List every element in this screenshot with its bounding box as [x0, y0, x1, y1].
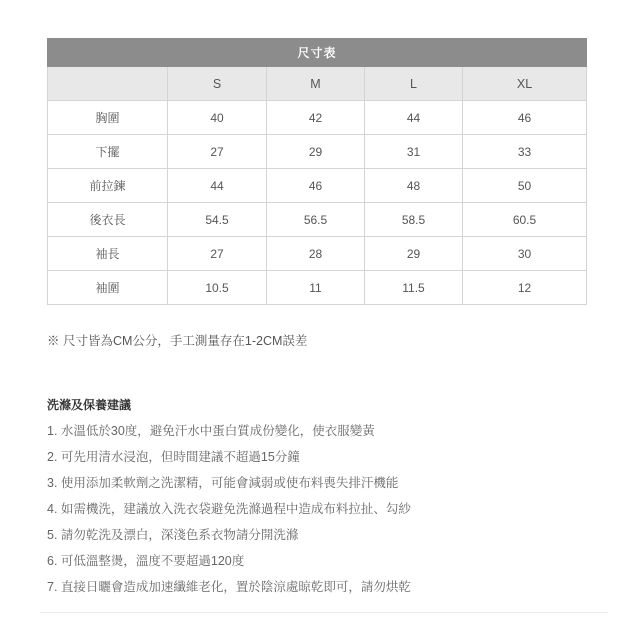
table-cell: 60.5 [463, 203, 587, 237]
list-item: 1. 水溫低於30度，避免汗水中蛋白質成份變化，使衣服變黃 [47, 424, 375, 438]
row-label: 前拉鍊 [48, 169, 168, 203]
list-item: 2. 可先用清水浸泡，但時間建議不超過15分鐘 [47, 450, 300, 464]
table-cell: 10.5 [168, 271, 267, 305]
size-header-blank [48, 67, 168, 101]
size-header-xl: XL [463, 67, 587, 101]
table-cell: 30 [463, 237, 587, 271]
size-note: ※ 尺寸皆為CM公分，手工測量存在1-2CM誤差 [47, 334, 308, 348]
table-cell: 11.5 [365, 271, 463, 305]
size-header-m: M [267, 67, 365, 101]
table-cell: 48 [365, 169, 463, 203]
table-cell: 33 [463, 135, 587, 169]
table-row [48, 203, 587, 237]
size-chart-table [47, 38, 587, 305]
table-cell: 28 [267, 237, 365, 271]
table-cell: 44 [168, 169, 267, 203]
table-cell: 31 [365, 135, 463, 169]
list-item: 4. 如需機洗，建議放入洗衣袋避免洗滌過程中造成布料拉扯、勾紗 [47, 502, 411, 516]
care-instructions-list [47, 418, 411, 600]
row-label: 袖圍 [48, 271, 168, 305]
bottom-divider [40, 612, 608, 613]
list-item: 3. 使用添加柔軟劑之洗潔精，可能會減弱或使布料喪失排汗機能 [47, 476, 399, 490]
table-cell: 40 [168, 101, 267, 135]
table-cell: 54.5 [168, 203, 267, 237]
table-cell: 27 [168, 135, 267, 169]
table-cell: 44 [365, 101, 463, 135]
table-cell: 11 [267, 271, 365, 305]
table-cell: 29 [365, 237, 463, 271]
list-item: 6. 可低溫整燙，溫度不要超過120度 [47, 554, 245, 568]
row-label: 後衣長 [48, 203, 168, 237]
row-label: 袖長 [48, 237, 168, 271]
size-header-l: L [365, 67, 463, 101]
table-row [48, 101, 587, 135]
table-cell: 50 [463, 169, 587, 203]
table-row [48, 169, 587, 203]
table-cell: 56.5 [267, 203, 365, 237]
list-item: 5. 請勿乾洗及漂白，深淺色系衣物請分開洗滌 [47, 528, 299, 542]
table-cell: 29 [267, 135, 365, 169]
table-cell: 27 [168, 237, 267, 271]
table-row [48, 135, 587, 169]
table-cell: 12 [463, 271, 587, 305]
row-label: 下擺 [48, 135, 168, 169]
size-header-row [48, 67, 587, 101]
size-chart-title-row [48, 39, 587, 67]
table-cell: 46 [267, 169, 365, 203]
list-item: 7. 直接日曬會造成加速纖維老化，置於陰涼處晾乾即可，請勿烘乾 [47, 580, 411, 594]
row-label: 胸圍 [48, 101, 168, 135]
size-header-s: S [168, 67, 267, 101]
table-row [48, 237, 587, 271]
table-cell: 58.5 [365, 203, 463, 237]
table-row [48, 271, 587, 305]
table-cell: 46 [463, 101, 587, 135]
size-chart-title: 尺寸表 [48, 39, 587, 67]
care-section-title: 洗滌及保養建議 [47, 398, 132, 412]
table-cell: 42 [267, 101, 365, 135]
